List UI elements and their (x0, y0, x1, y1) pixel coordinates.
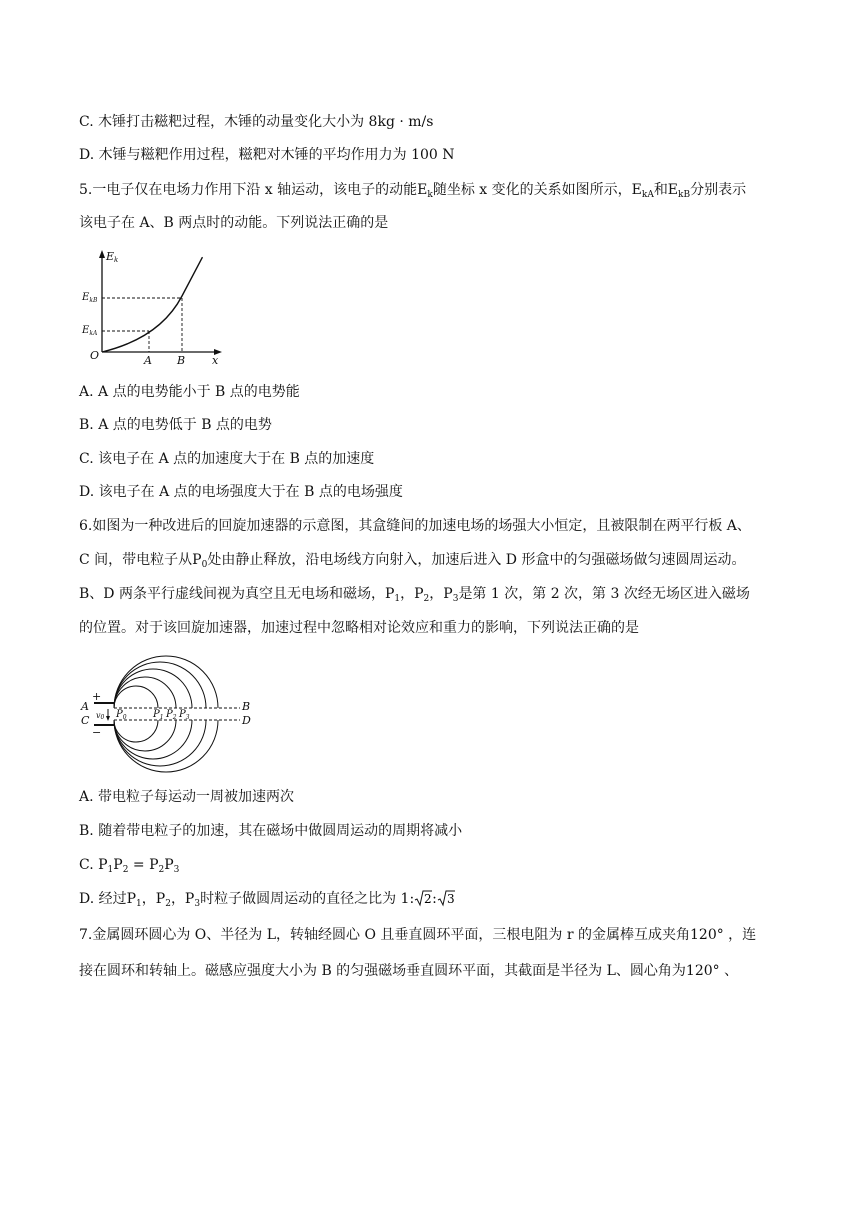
graph-x-axis-label: x (212, 354, 219, 366)
svg-text:3: 3 (446, 892, 455, 906)
plate-a-plus-sign: + (92, 690, 102, 703)
v0-label: v0 (96, 711, 105, 721)
svg-text:2: 2 (424, 892, 432, 906)
sqrt-2-symbol (414, 889, 432, 907)
q7-stem-line1: 7.金属圆环圆心为 O、半径为 L，转轴经圆心 O 且垂直圆环平面，三根电阻为 r 的金属棒互成夹角120° ，连 (79, 927, 757, 943)
q6-option-c: C. $P_1P_2 = P_2P_3$ (79, 857, 180, 875)
q6-option-d: D. 经过$P_1$，$P_2$，$P_3$时粒子做圆周运动的直径之比为 1: 2 : 3 (79, 891, 455, 909)
graph-y-axis-label: Ek (106, 250, 119, 264)
q6-option-a: A. 带电粒子每运动一周被加速两次 (79, 789, 295, 805)
q5-ek-x-graph (80, 246, 230, 366)
graph-origin-label: O (90, 349, 100, 362)
q5-option-b: B. A 点的电势低于 B 点的电势 (79, 417, 272, 433)
q5-option-c: C. 该电子在 A 点的加速度大于在 B 点的加速度 (79, 451, 375, 467)
q6-stem-line3: B、D 两条平行虚线间视为真空且无电场和磁场，$P_1$，$P_2$，$P_3$是第 1 次，第 2 次，第 3 次经无场区进入磁场 (79, 586, 750, 604)
q6-cyclotron-diagram (78, 650, 268, 778)
q5-stem-line2: 该电子在 A、B 两点时的动能。下列说法正确的是 (79, 215, 389, 231)
line-b-label: B (242, 700, 251, 713)
q4-option-d: D. 木锤与糍粑作用过程，糍粑对木锤的平均作用力为 100 N (79, 147, 455, 163)
p0-label: $P_0$ (116, 709, 127, 721)
q7-stem-line2: 接在圆环和转轴上。磁感应强度大小为 B 的匀强磁场垂直圆环平面，其截面是半径为 L、圆心角为120° 、 (79, 963, 739, 979)
q4-option-c: C. 木锤打击糍粑过程，木锤的动量变化大小为 8kg · m/s (79, 114, 434, 130)
q6-option-b: B. 随着带电粒子的加速，其在磁场中做圆周运动的周期将减小 (79, 823, 463, 839)
q6-stem-line2: C 间，带电粒子从$P_0$处由静止释放，沿电场线方向射入，加速后进入 D 形盒中的匀强磁场做匀速圆周运动。 (79, 552, 746, 570)
p2-label: $P_2$ (166, 709, 177, 721)
q6-stem-line4: 的位置。对于该回旋加速器，加速过程中忽略相对论效应和重力的影响，下列说法正确的是 (79, 620, 639, 636)
q6-stem-line1: 6.如图为一种改进后的回旋加速器的示意图，其盒缝间的加速电场的场强大小恒定，且被限制在两平行板 A、 (79, 518, 751, 534)
line-d-label: D (242, 714, 251, 727)
sqrt-3-symbol (437, 889, 455, 907)
q5-option-a: A. A 点的电势能小于 B 点的电势能 (79, 384, 300, 400)
q5-stem-line1: 5.一电子仅在电场力作用下沿 x 轴运动，该电子的动能$E_k$随坐标 x 变化的关系如图所示，$E_{kA}$和$E_{kB}$分别表示 (79, 182, 747, 200)
graph-ekb-label: $E_{kB}$ (82, 292, 98, 304)
q5-option-d: D. 该电子在 A 点的电场强度大于在 B 点的电场强度 (79, 484, 403, 500)
graph-b-label: B (177, 354, 186, 366)
plate-c-minus-sign: − (92, 726, 102, 739)
p1-label: $P_1$ (153, 709, 164, 721)
plate-c-label: C (81, 714, 90, 727)
p3-label: $P_3$ (179, 709, 190, 721)
graph-a-label: A (144, 354, 152, 366)
graph-eka-label: $E_{kA}$ (82, 325, 98, 337)
plate-a-label: A (81, 700, 89, 713)
